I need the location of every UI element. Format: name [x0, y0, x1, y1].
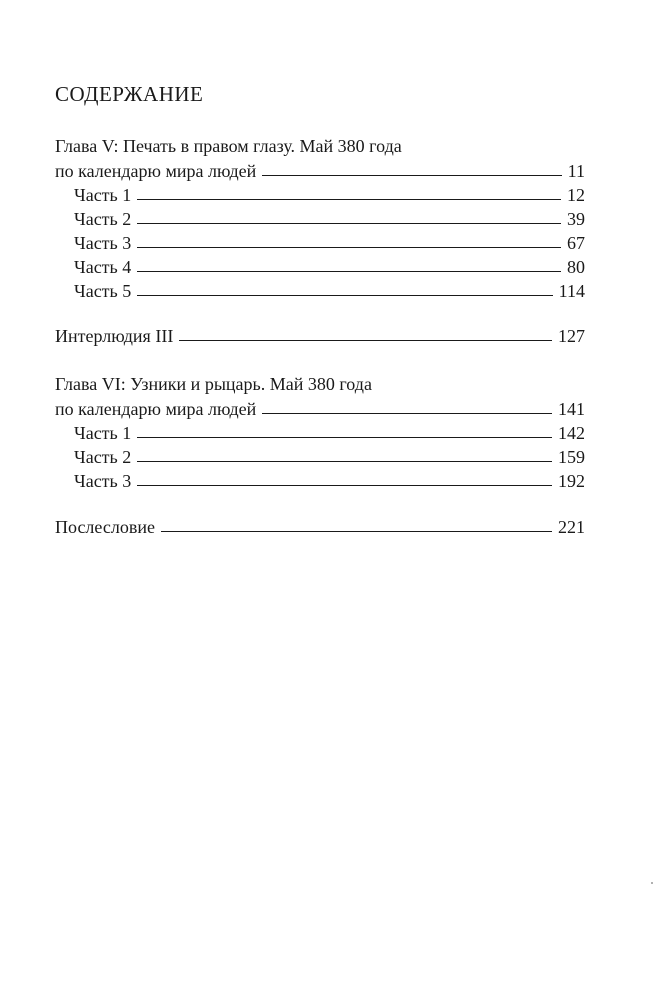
chapter-5-heading: Глава V: Печать в правом глазу. Май 380 года	[55, 136, 402, 156]
chapter-5-part-3[interactable]	[74, 234, 585, 252]
paper-speck	[651, 882, 653, 884]
chapter-6-entry[interactable]	[55, 400, 585, 418]
page-number: 114	[558, 281, 585, 301]
chapter-6-part-2[interactable]	[74, 448, 585, 466]
part-label: Часть 3	[74, 233, 132, 253]
leader-line	[262, 413, 552, 414]
page-number: 159	[558, 447, 585, 467]
leader-line	[137, 437, 552, 438]
part-label: Часть 1	[74, 423, 132, 443]
part-label: Часть 2	[74, 209, 132, 229]
chapter-6-part-3[interactable]	[74, 472, 585, 490]
chapter-5-part-2[interactable]	[74, 210, 585, 228]
chapter-5-part-4[interactable]	[74, 258, 585, 276]
leader-line	[137, 223, 561, 224]
page-number: 221	[558, 517, 585, 537]
chapter-6-heading: Глава VI: Узники и рыцарь. Май 380 года	[55, 374, 372, 394]
leader-line	[137, 295, 552, 296]
leader-line	[262, 175, 561, 176]
afterword-label: Послесловие	[55, 517, 155, 537]
part-label: Часть 5	[74, 281, 132, 301]
page-number: 67	[567, 233, 585, 253]
chapter-5-part-5[interactable]	[74, 282, 585, 300]
page-number: 141	[558, 399, 585, 419]
part-label: Часть 4	[74, 257, 132, 277]
page-title: СОДЕРЖАНИЕ	[55, 82, 204, 106]
leader-line	[161, 531, 552, 532]
interlude-label: Интерлюдия III	[55, 326, 174, 346]
page-number: 11	[567, 161, 585, 181]
leader-line	[137, 199, 561, 200]
page-number: 192	[558, 471, 585, 491]
page-number: 39	[567, 209, 585, 229]
interlude-entry[interactable]	[55, 327, 585, 345]
leader-line	[137, 461, 552, 462]
leader-line	[137, 271, 561, 272]
chapter-6-part-1[interactable]	[74, 424, 585, 442]
chapter-5-entry[interactable]	[55, 162, 585, 180]
page-number: 12	[567, 185, 585, 205]
leader-line	[137, 485, 552, 486]
leader-line	[137, 247, 561, 248]
part-label: Часть 1	[74, 185, 132, 205]
chapter-5-part-1[interactable]	[74, 186, 585, 204]
page-number: 80	[567, 257, 585, 277]
afterword-entry[interactable]	[55, 518, 585, 536]
page-number: 142	[558, 423, 585, 443]
part-label: Часть 2	[74, 447, 132, 467]
leader-line	[179, 340, 552, 341]
page-number: 127	[558, 326, 585, 346]
chapter-5-heading-cont: по календарю мира людей	[55, 161, 257, 181]
chapter-6-heading-cont: по календарю мира людей	[55, 399, 257, 419]
part-label: Часть 3	[74, 471, 132, 491]
